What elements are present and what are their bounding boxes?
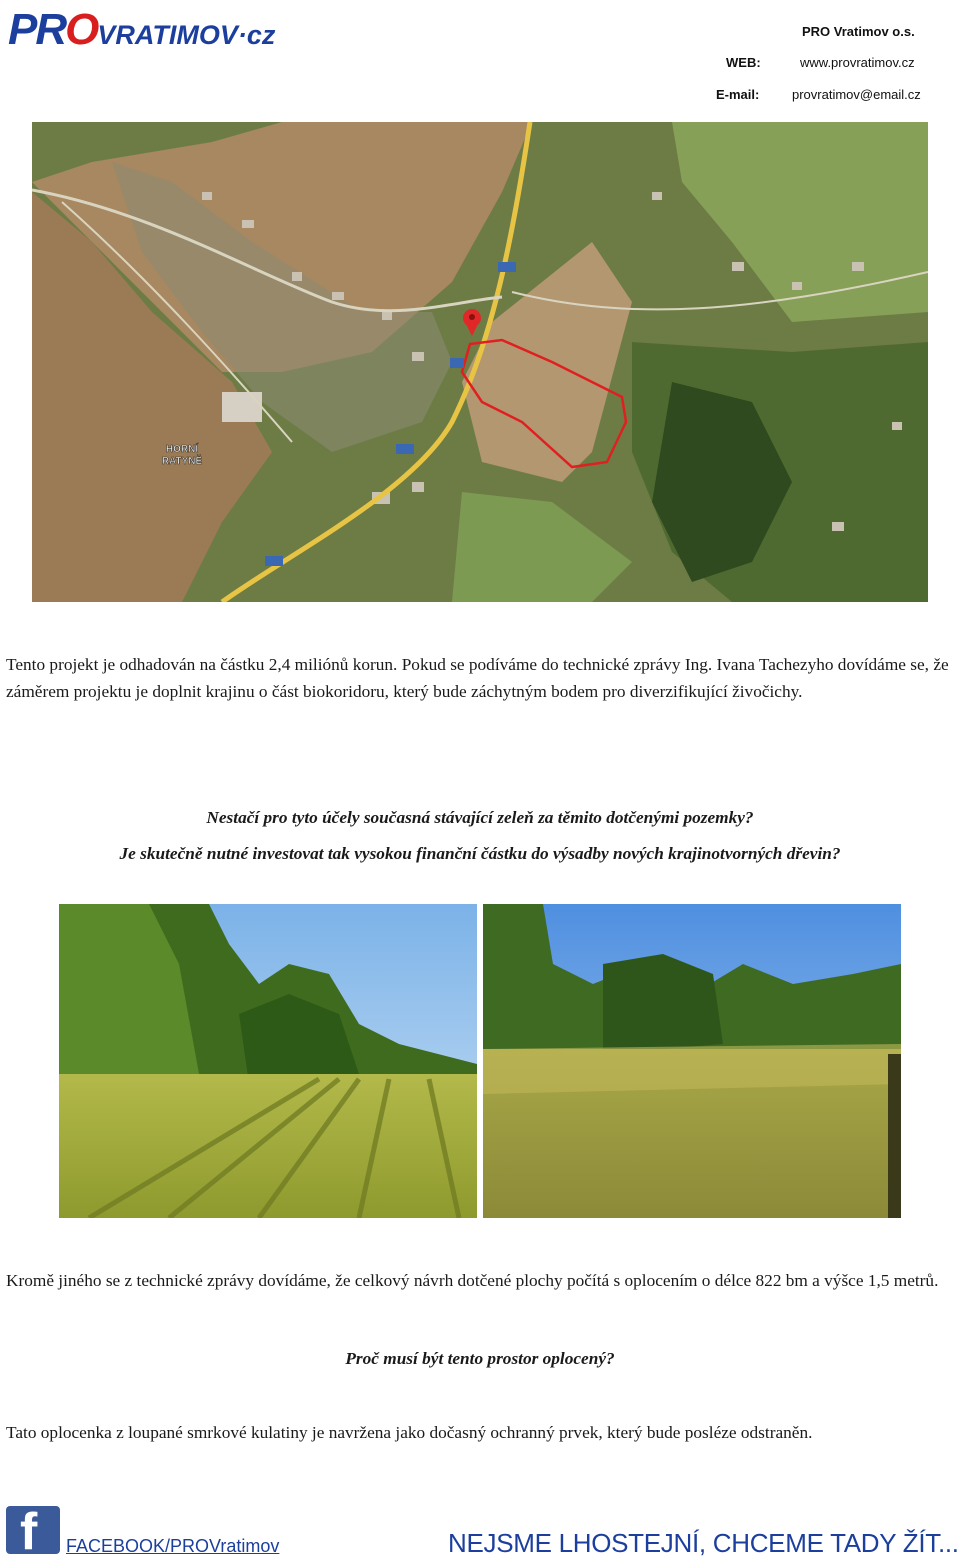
org-name: PRO Vratimov o.s. (802, 24, 915, 39)
logo-o: O (65, 5, 98, 54)
logo-pro: PR (8, 5, 66, 54)
site-logo[interactable] (8, 6, 328, 54)
footer-slogan: NEJSME LHOSTEJNÍ, CHCEME TADY ŽÍT... (448, 1528, 959, 1558)
web-label: WEB: (726, 55, 761, 70)
photo-meadow-right (483, 904, 901, 1218)
facebook-icon[interactable]: f (6, 1506, 60, 1554)
aerial-map (32, 122, 928, 602)
map-label-horni: HORNÍ (165, 444, 199, 455)
facebook-link[interactable]: FACEBOOK/PROVratimov (66, 1536, 280, 1556)
question-2: Je skutečně nutné investovat tak vysokou finanční částku do výsadby nových krajinotvorných dřevin? (119, 844, 841, 863)
question-1: Nestačí pro tyto účely současná stávající zeleň za těmito dotčenými pozemky? (206, 808, 754, 827)
map-label-ratyne: RATYNĚ (161, 456, 203, 467)
photo-meadow-left (59, 904, 477, 1218)
paragraph-1: Tento projekt je odhadován na částku 2,4 miliónů korun. Pokud se podíváme do technické zprávy Ing. Ivana Tachezyho dovídáme se, že záměrem projektu je doplnit krajinu o část biokoridoru, který bude záchytným bodem pro diverzifikující živočichy. (6, 655, 949, 701)
web-link[interactable]: www.provratimov.cz (800, 55, 915, 70)
email-label: E-mail: (716, 87, 760, 102)
email-link[interactable]: provratimov@email.cz (792, 87, 921, 102)
paragraph-2: Kromě jiného se z technické zprávy dovídáme, že celkový návrh dotčené plochy počítá s oplocením o délce 822 bm a výšce 1,5 metrů. (6, 1271, 939, 1290)
paragraph-3: Tato oplocenka z loupané smrkové kulatiny je navržena jako dočasný ochranný prvek, který bude posléze odstraněn. (6, 1423, 813, 1442)
logo-rest: VRATIMOV·cz (97, 20, 276, 50)
question-3: Proč musí být tento prostor oplocený? (345, 1349, 615, 1368)
